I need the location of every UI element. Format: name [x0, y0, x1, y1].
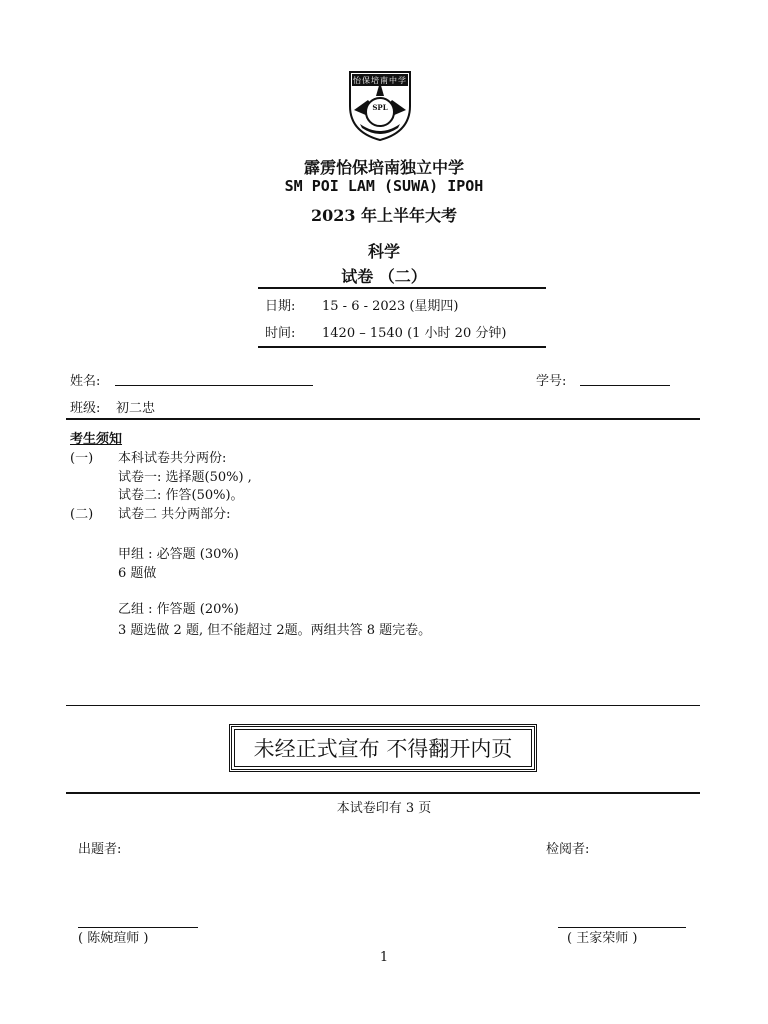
item-number-2: (二) — [70, 507, 94, 522]
class-value: 初二忠 — [116, 401, 156, 416]
top-rule — [258, 287, 546, 289]
instruction-line: 试卷二 共分两部分: — [118, 507, 231, 522]
school-logo — [346, 66, 414, 142]
lower-banner-rule — [66, 792, 700, 794]
student-id-field[interactable] — [580, 385, 670, 386]
school-name-en: SM POI LAM (SUWA) IPOH — [284, 177, 484, 195]
instruction-line: 甲组 : 必答题 (30%) — [118, 547, 239, 562]
instruction-line: 乙组 : 作答题 (20%) — [118, 602, 239, 617]
instruction-line: 本科试卷共分两份: — [118, 451, 227, 466]
subject-title: 科学 — [367, 242, 400, 261]
pages-note: 本试卷印有 3 页 — [336, 801, 432, 816]
checker-name: ( 王家荣师 ) — [567, 931, 638, 946]
logo-monogram: SPL — [372, 103, 388, 112]
setter-label: 出题者: — [78, 842, 122, 857]
time-label: 时间: — [265, 326, 296, 341]
name-field[interactable] — [115, 385, 313, 386]
bottom-rule — [258, 346, 546, 348]
paper-title: 试卷 （二） — [341, 267, 427, 286]
instruction-line: 试卷二: 作答(50%)。 — [118, 488, 244, 503]
instructions-heading: 考生须知 — [70, 432, 123, 447]
section-divider — [66, 418, 700, 420]
logo-text: 怡保培南中学 — [353, 76, 407, 85]
banner-text: 未经正式宣布 不得翻开内页 — [253, 737, 513, 761]
time-value: 1420 – 1540 (1 小时 20 分钟) — [322, 326, 507, 341]
do-not-open-banner — [229, 724, 537, 772]
instruction-line: 6 题做 — [118, 566, 157, 581]
page-number: 1 — [379, 950, 389, 965]
setter-name: ( 陈婉瑄师 ) — [78, 931, 149, 946]
upper-banner-rule — [66, 705, 700, 706]
name-label: 姓名: — [70, 374, 101, 389]
item-number-1: (一) — [70, 451, 94, 466]
class-label: 班级: — [70, 401, 101, 416]
date-label: 日期: — [265, 299, 296, 314]
checker-label: 检阅者: — [546, 842, 590, 857]
student-id-label: 学号: — [536, 374, 567, 389]
school-name-cn: 霹雳怡保培南独立中学 — [303, 158, 464, 177]
exam-title: 2023 年上半年大考 — [310, 206, 458, 225]
instruction-line: 试卷一: 选择题(50%) , — [118, 470, 252, 485]
date-value: 15 - 6 - 2023 (星期四) — [322, 299, 459, 314]
instruction-line: 3 题选做 2 题, 但不能超过 2题。两组共答 8 题完卷。 — [118, 623, 432, 638]
